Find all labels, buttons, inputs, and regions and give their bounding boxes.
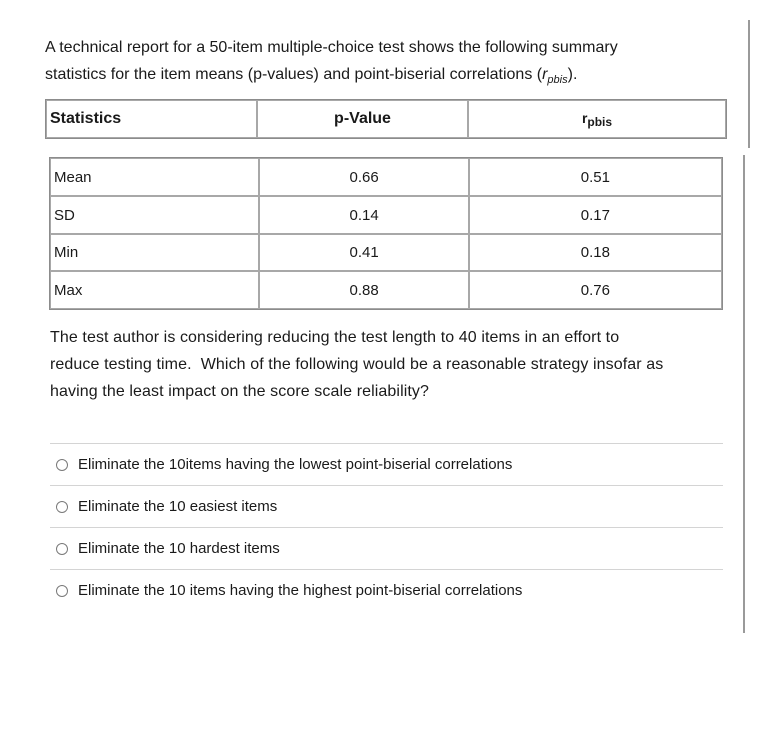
radio-button[interactable] [56, 543, 68, 555]
table-row [50, 158, 722, 196]
header-statistics: Statistics [46, 100, 257, 138]
cell-pvalue: 0.41 [259, 234, 468, 271]
option-label: Eliminate the 10 easiest items [78, 498, 278, 515]
question-line-1: The test author is considering reducing the test length to 40 items in an effort to [50, 329, 620, 346]
header-rpbis-sub: pbis [587, 114, 613, 129]
intro-line-2 [45, 61, 725, 94]
statistics-table [49, 157, 723, 310]
cell-stat: Mean [50, 158, 259, 196]
cell-rpbis: 0.51 [469, 158, 722, 196]
cell-stat: Max [50, 271, 259, 309]
radio-button[interactable] [56, 585, 68, 597]
cell-rpbis: 0.17 [469, 196, 722, 234]
rpbis-r: r [542, 66, 548, 83]
header-rpbis [468, 100, 726, 138]
intro-text [45, 34, 725, 94]
intro-line-1: A technical report for a 50-item multiple-choice test shows the following summary [45, 39, 618, 56]
table-row [50, 196, 722, 234]
intro-line-2-prefix: statistics for the item means (p-values) and point-biserial correlations ( [45, 66, 543, 83]
radio-button[interactable] [56, 501, 68, 513]
rpbis-symbol [542, 66, 568, 87]
answer-options [50, 443, 723, 611]
cell-pvalue: 0.14 [259, 196, 468, 234]
cell-pvalue: 0.66 [259, 158, 468, 196]
header-table [45, 99, 727, 139]
intro-line-2-suffix: ). [567, 66, 578, 83]
cell-stat: Min [50, 234, 259, 271]
cell-rpbis: 0.76 [469, 271, 722, 309]
scrollbar-bottom-segment[interactable] [743, 155, 745, 633]
table-row [50, 271, 722, 309]
header-pvalue: p-Value [257, 100, 468, 138]
answer-option-2[interactable] [50, 485, 723, 527]
answer-option-3[interactable] [50, 527, 723, 569]
radio-button[interactable] [56, 459, 68, 471]
cell-stat: SD [50, 196, 259, 234]
option-label: Eliminate the 10 items having the highest point-biserial correlations [78, 582, 523, 599]
header-row [46, 100, 726, 138]
header-rpbis-r: r [581, 109, 588, 126]
table-row [50, 234, 722, 271]
cell-pvalue: 0.88 [259, 271, 468, 309]
option-label: Eliminate the 10items having the lowest point-biserial correlations [78, 456, 513, 473]
question-line-3: having the least impact on the score scale reliability? [50, 383, 430, 400]
option-label: Eliminate the 10 hardest items [78, 540, 280, 557]
question-text [50, 324, 730, 405]
answer-option-4[interactable] [50, 569, 723, 611]
cell-rpbis: 0.18 [469, 234, 722, 271]
question-line-2: reduce testing time. Which of the following would be a reasonable strategy insofar as [50, 356, 664, 373]
rpbis-sub: pbis [547, 74, 568, 87]
scrollbar-top-segment[interactable] [748, 20, 750, 148]
answer-option-1[interactable] [50, 443, 723, 485]
